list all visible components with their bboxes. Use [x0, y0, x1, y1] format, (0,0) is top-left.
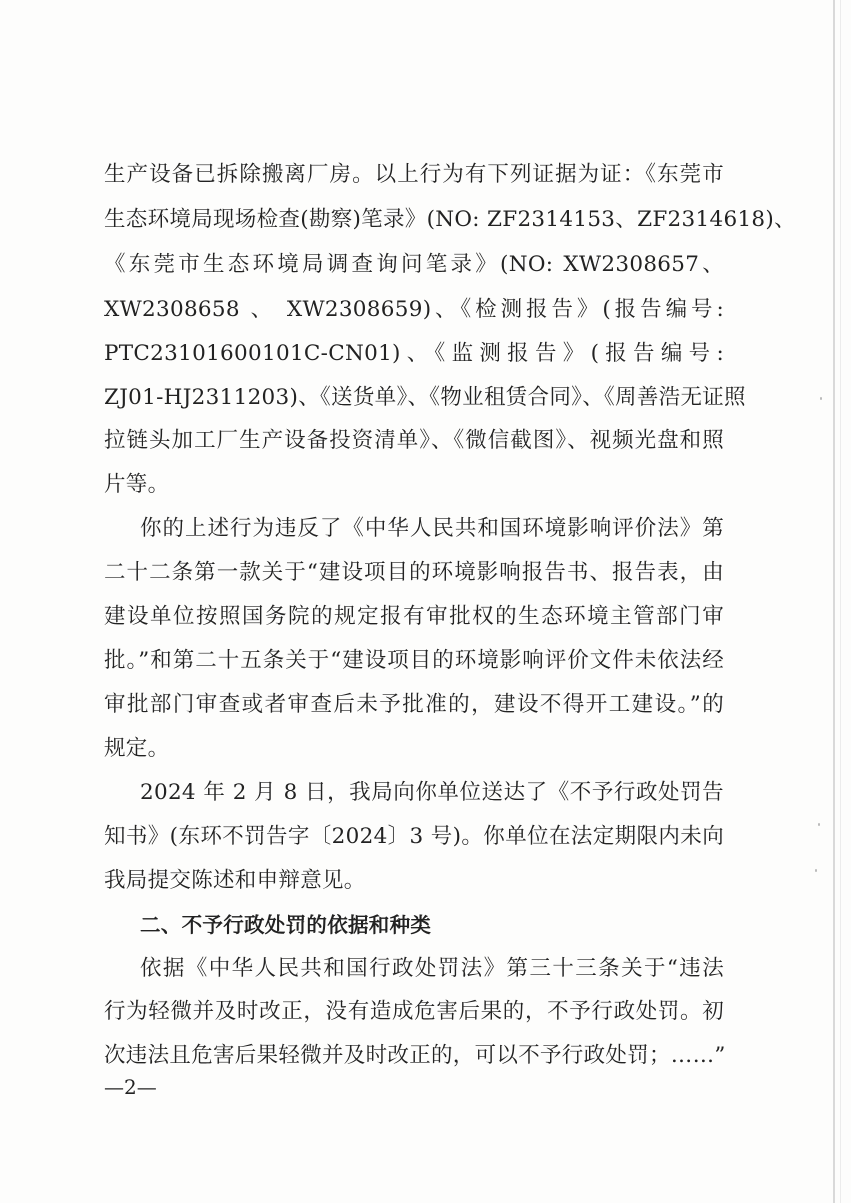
scan-speck: [818, 823, 820, 826]
text-line: PTC23101600101C-CN01)、《监测报告》(报告编号:: [104, 341, 724, 366]
text-line: 生态环境局现场检查(勘察)笔录》(NO: ZF2314153、ZF2314618)、: [104, 207, 796, 232]
text-line: 生产设备已拆除搬离厂房。以上行为有下列证据为证：《东莞市: [104, 162, 724, 187]
text-line: 我局提交陈述和申辩意见。: [104, 868, 366, 893]
text-line: 知书》(东环不罚告字〔2024〕3 号)。你单位在法定期限内未向: [104, 824, 724, 849]
text-line: 批。”和第二十五条关于“建设项目的环境影响评价文件未依法经: [104, 648, 724, 673]
section-heading: 二、不予行政处罚的依据和种类: [140, 913, 432, 937]
text-line: 拉链头加工厂生产设备投资清单》、《微信截图》、视频光盘和照: [104, 428, 724, 453]
text-line: 行为轻微并及时改正，没有造成危害后果的，不予行政处罚。初: [104, 999, 724, 1024]
text-line: 次违法且危害后果轻微并及时改正的，可以不予行政处罚；……”: [104, 1043, 726, 1068]
text-line: 建设单位按照国务院的规定报有审批权的生态环境主管部门审: [104, 604, 724, 629]
paragraph-first-line: 2024 年 2 月 8 日，我局向你单位送达了《不予行政处罚告: [140, 780, 724, 805]
scan-speck: [820, 397, 822, 400]
text-line: 二十二条第一款关于“建设项目的环境影响报告书、报告表，由: [104, 560, 724, 585]
text-line: 片等。: [104, 472, 170, 497]
text-line: XW2308658 、 XW2308659)、《检测报告》(报告编号:: [104, 297, 724, 322]
scan-edge-shadow: [833, 0, 835, 1203]
text-line: 规定。: [104, 736, 170, 761]
paragraph-first-line: 依据《中华人民共和国行政处罚法》第三十三条关于“违法: [140, 956, 724, 981]
scan-edge-shadow-light: [840, 0, 841, 1203]
text-line: 《东莞市生态环境局调查询问笔录》(NO: XW2308657、: [104, 252, 724, 277]
page-number: —2—: [104, 1075, 157, 1099]
scan-speck: [815, 869, 817, 872]
text-line: ZJ01-HJ2311203)、《送货单》、《物业租赁合同》、《周善浩无证照: [104, 385, 746, 410]
text-line: 审批部门审查或者审查后未予批准的，建设不得开工建设。”的: [104, 692, 724, 717]
paragraph-first-line: 你的上述行为违反了《中华人民共和国环境影响评价法》第: [140, 516, 724, 541]
